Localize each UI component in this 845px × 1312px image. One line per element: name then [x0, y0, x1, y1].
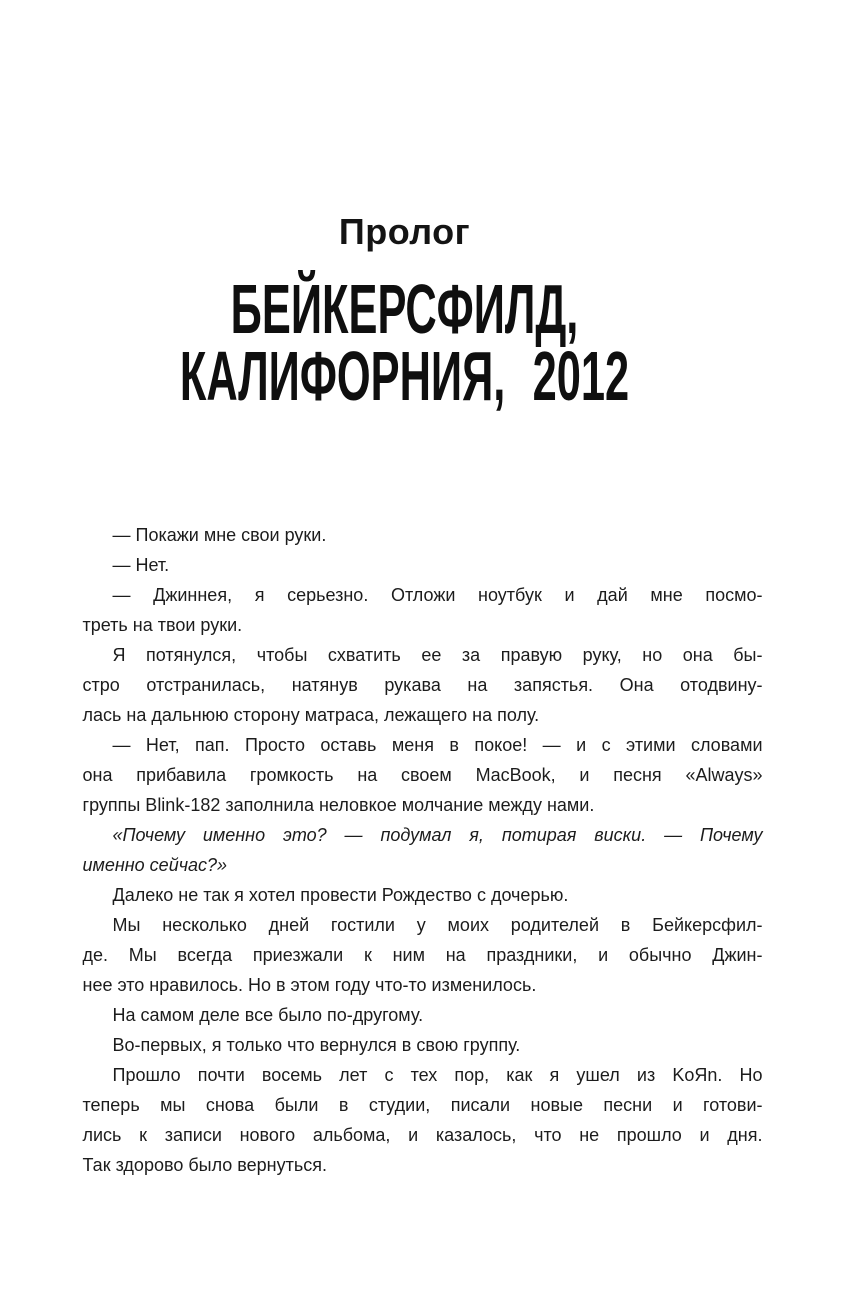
chapter-title	[143, 270, 667, 415]
paragraph	[83, 730, 763, 820]
text-line: — Джиннея, я серьезно. Отложи ноутбук и дай мне посмо-	[112, 585, 763, 605]
paragraph	[83, 1030, 763, 1060]
paragraph	[83, 520, 763, 550]
text-line: «Почему именно это? — подумал я, потирая виски. — Почему	[112, 825, 763, 845]
text-line: Я потянулся, чтобы схватить ее за правую руку, но она бы-	[112, 645, 763, 665]
paragraph	[83, 550, 763, 580]
text-line: Мы несколько дней гостили у моих родителей в Бейкерсфил-	[112, 915, 763, 935]
text-line: Во-первых, я только что вернулся в свою группу.	[112, 1035, 521, 1055]
text-line: — Нет.	[112, 555, 170, 575]
text-line: именно сейчас?»	[82, 855, 228, 875]
text-line: теперь мы снова были в студии, писали новые песни и готови-	[82, 1095, 763, 1115]
text-line: Прошло почти восемь лет с тех пор, как я ушел из KoЯn. Но	[112, 1065, 763, 1085]
paragraph	[83, 1060, 763, 1180]
paragraph	[83, 580, 763, 640]
text-line: На самом деле все было по-другому.	[112, 1005, 424, 1025]
text-line: Так здорово было вернуться.	[82, 1155, 327, 1175]
text-line: лись к записи нового альбома, и казалось, что не прошло и дня.	[82, 1125, 763, 1145]
paragraph	[83, 910, 763, 1000]
text-line: нее это нравилось. Но в этом году что-то изменилось.	[82, 975, 537, 995]
chapter-title-line-1: БЕЙКЕРСФИЛД,	[230, 270, 579, 348]
text-line: де. Мы всегда приезжали к ним на праздники, и обычно Джин-	[82, 945, 763, 965]
paragraph-inner-monologue	[83, 820, 763, 880]
body-text	[83, 520, 763, 1180]
chapter-title-line-2: КАЛИФОРНИЯ, 2012	[179, 337, 630, 415]
text-line: треть на твои руки.	[82, 615, 243, 635]
text-line: стро отстранилась, натянув рукава на запястья. Она отодвину-	[82, 675, 763, 695]
text-line: — Покажи мне свои руки.	[112, 525, 327, 545]
text-line: группы Blink-182 заполнила неловкое молчание между нами.	[82, 795, 595, 815]
paragraph	[83, 1000, 763, 1030]
text-line: Далеко не так я хотел провести Рождество с дочерью.	[112, 885, 569, 905]
text-line: — Нет, пап. Просто оставь меня в покое! — и с этими словами	[112, 735, 763, 755]
paragraph	[83, 640, 763, 730]
prologue-heading: Пролог	[338, 211, 471, 252]
text-line: лась на дальнюю сторону матраса, лежащего на полу.	[82, 705, 540, 725]
text-line: она прибавила громкость на своем MacBook, и песня «Always»	[82, 765, 763, 785]
paragraph	[83, 880, 763, 910]
